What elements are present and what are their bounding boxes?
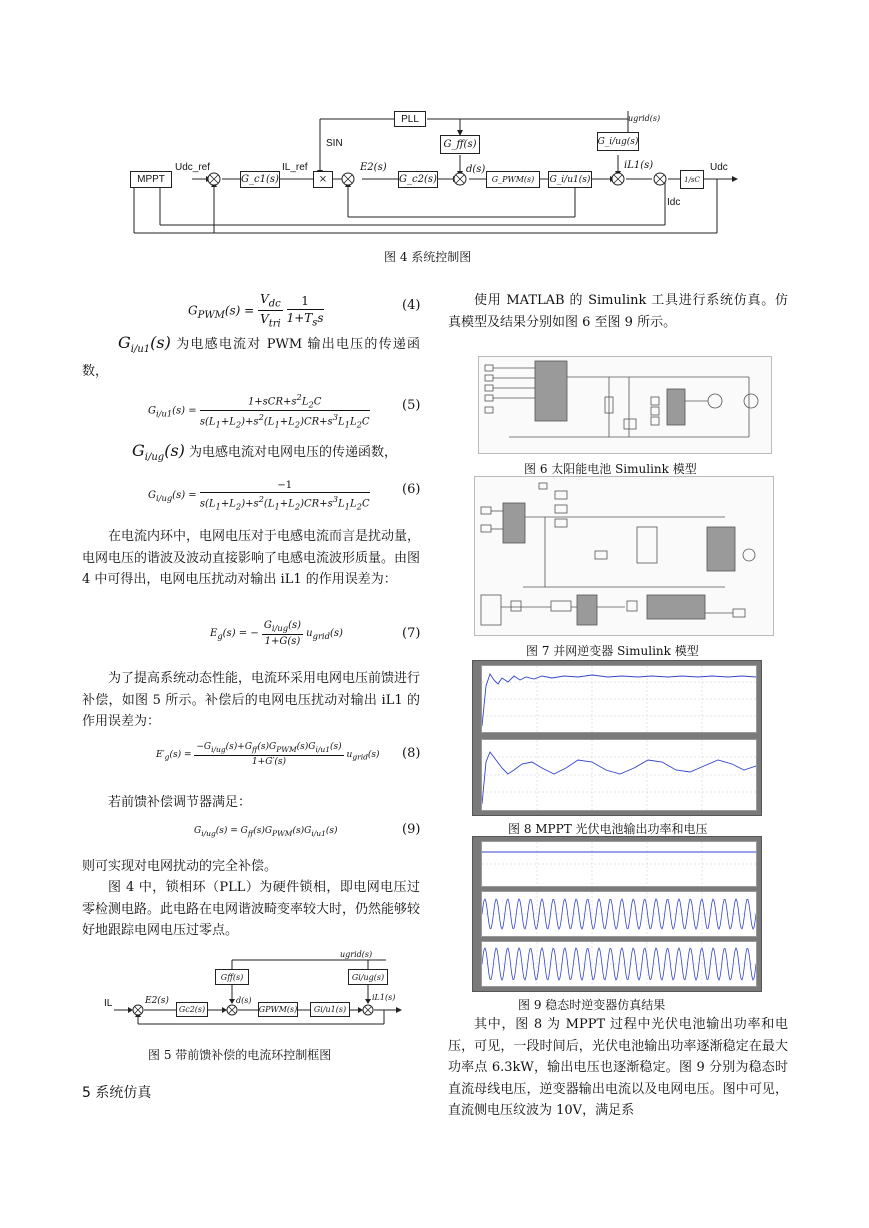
udc-ref-label: Udc_ref [175,162,211,173]
figure-9-plot [472,836,762,992]
paragraph-4: 则可实现对电网扰动的完全补偿。 [82,859,278,874]
ugrid-label: ugrid(s) [628,114,661,123]
figure-8-caption: 图 8 MPPT 光伏电池输出功率和电压 [508,822,708,836]
equation-8-number: (8) [402,746,421,761]
figure-5-diagram [100,950,410,1030]
figure-7-schematic [475,477,773,635]
multiplier-block: × [313,171,333,188]
idc-label: Idc [667,197,681,208]
equation-5: $G_{i/u1}(s)$ = $\frac{1+sCR+s^2L_2C}{s(L_1+L_2)+s^2(L_1+L_2)CR+s^3L_1L_2C}$ [148,392,370,430]
figure-4-caption: 图 4 系统控制图 [384,250,472,264]
equation-6: $G_{i/ug}(s)$ = $\frac{-1}{s(L_1+L_2)+s^2(L_1+L_2)CR+s^3L_1L_2C}$ [148,480,370,512]
mppt-block: MPPT [130,171,172,188]
figure-8-power-panel [481,665,757,733]
fig5-giug-block: Gi/ug(s) [348,969,388,985]
fig5-ugrid-label: ugrid(s) [340,950,373,959]
equation-4-number: (4) [402,298,421,313]
equation-5-number: (5) [402,398,421,413]
figure-9-grid-voltage-trace [482,942,756,986]
figure-9-caption: 图 9 稳态时逆变器仿真结果 [518,998,666,1012]
figure-8-plot [472,660,762,816]
figure-6-schematic [479,357,771,453]
figure-8-voltage-trace [482,740,756,810]
equation-7-number: (7) [402,626,421,641]
figure-4-diagram [120,100,760,240]
paragraph-giu1: $G_{i/u1}(s)$ 为电感电流对 PWM 输出电压的传递函数， [82,333,420,379]
fig5-il1-label: iL1(s) [372,993,396,1002]
fig5-d-label: d(s) [236,996,252,1005]
right-paragraph-1: 使用 MATLAB 的 Simulink 工具进行系统仿真。仿真模型及结果分别如图 6 至图 9 所示。 [448,293,788,330]
giu1-block: G_i/u1(s) [548,171,592,188]
il-ref-label: IL_ref [282,162,308,173]
section-5-heading: 5 系统仿真 [82,1085,152,1101]
giug-block: G_i/ug(s) [597,132,639,151]
figure-8-power-trace [482,666,756,732]
gc2-block: G_c2(s) [398,171,438,188]
d-label: d(s) [466,164,486,175]
figure-9-grid-voltage-panel [481,941,757,987]
figure-6-caption: 图 6 太阳能电池 Simulink 模型 [524,462,697,476]
gc1-block: G_c1(s) [240,171,280,188]
figure-9-dc-voltage-panel [481,841,757,887]
e2-label: E2(s) [360,162,387,173]
paragraph-giug-text: 为电感电流对电网电压的传递函数， [189,445,398,460]
paragraph-3: 若前馈补偿调节器满足： [108,795,252,810]
il1-label: iL1(s) [624,160,654,171]
equation-4: $G_{PWM}(s)$ = $\frac{V_{dc}}{V_{tri}}$ $\frac{1}{1+T_ss}$ [188,292,324,330]
sin-label: SIN [326,138,343,149]
equation-9: $G_{i/ug}(s) = G_{ff}(s)G_{PWM}(s)G_{i/u1}(s)$ [194,826,338,838]
equation-9-number: (9) [402,822,421,837]
figure-9-dc-voltage-trace [482,842,756,886]
fig5-gpwm-block: GPWM(s) [258,1002,298,1017]
paragraph-2: 为了提高系统动态性能，电流环采用电网电压前馈进行补偿，如图 5 所示。补偿后的电网电压扰动对输出 iL1 的作用误差为： [82,671,421,729]
figure-7-model [474,476,774,636]
equation-6-number: (6) [402,482,421,497]
paragraph-giu1-text: 为电感电流对 PWM 输出电压的传递函数， [82,337,420,379]
paragraph-1: 在电流内环中，电网电压对于电感电流而言是扰动量，电网电压的谐波及波动直接影响了电感电流波形质量。由图 4 中可得出，电网电压扰动对输出 iL1 的作用误差为： [82,529,421,587]
figure-6-model [478,356,772,454]
fig5-gff-block: Gff(s) [215,969,249,985]
figure-9-current-trace [482,892,756,936]
fig5-il-label: IL [104,998,113,1009]
right-paragraph-2: 其中，图 8 为 MPPT 过程中光伏电池输出功率和电压，可见，一段时间后，光伏电池输出功率逐渐稳定在最大功率点 6.3kW，输出电压也逐渐稳定。图 9 分别为稳态时直流母线电压，逆变器输出电流以及电网电压。图中可见，直流侧电压纹波为 10V，满足系 [448,1017,788,1118]
paragraph-5: 图 4 中，锁相环（PLL）为硬件锁相，即电网电压过零检测电路。此电路在电网谐波畸变率较大时，仍然能够较好地跟踪电网电压过零点。 [82,880,421,938]
plant-block: 1/sC [680,170,704,189]
equation-8: $E'_g(s)$ = $\frac{-G_{i/ug}(s)+G_{ff}(s)G_{PWM}(s)G_{i/u1}(s)}{1+G'(s)}$ $u_{grid}(s)$ [156,742,380,767]
fig5-gc2-block: Gc2(s) [176,1002,208,1017]
udc-label: Udc [710,162,728,173]
gff-block: G_ff(s) [440,135,480,154]
fig5-e2-label: E2(s) [145,996,169,1006]
figure-8-voltage-panel [481,739,757,811]
gpwm-block: G_PWM(s) [486,171,540,188]
paragraph-giug: $G_{i/ug}(s)$ 为电感电流对电网电压的传递函数， [132,441,398,464]
fig5-giu1-block: Gi/u1(s) [310,1002,350,1017]
figure-5-caption: 图 5 带前馈补偿的电流环控制框图 [148,1048,332,1062]
pll-block: PLL [394,111,426,127]
equation-7: $E_g(s)$ = − $\frac{G_{i/ug}(s)}{1+G(s)}$ $u_{grid}(s)$ [210,620,343,647]
figure-9-current-panel [481,891,757,937]
figure-7-caption: 图 7 并网逆变器 Simulink 模型 [526,644,699,658]
